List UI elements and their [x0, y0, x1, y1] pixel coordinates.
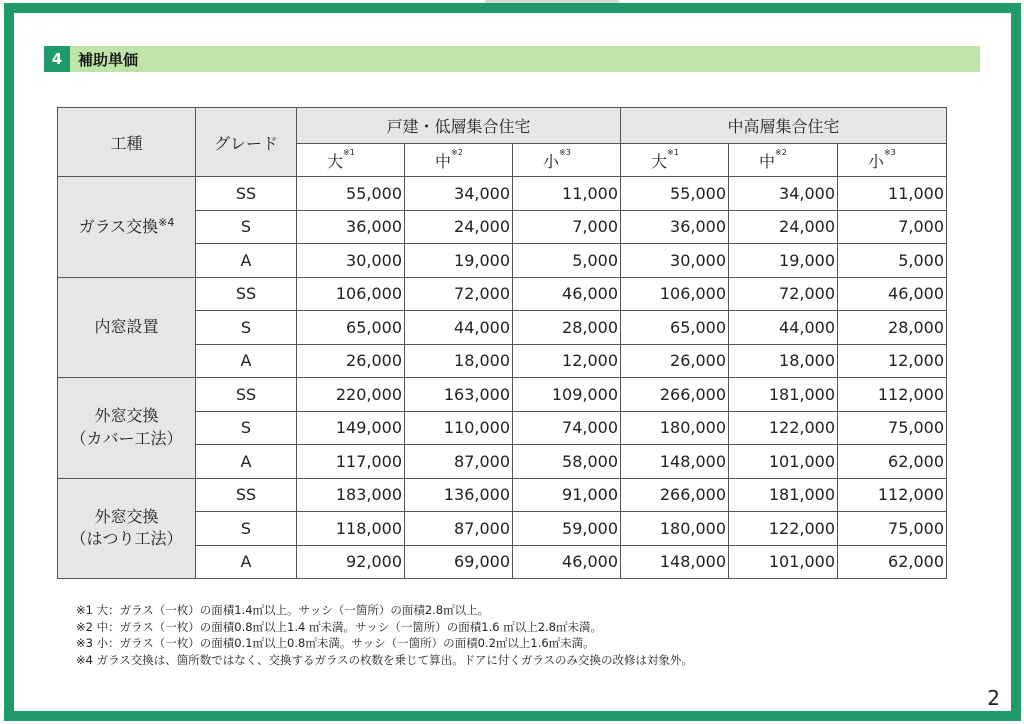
footnote-2: ※2 中：ガラス（一枚）の面積0.8㎡以上1.4 ㎡未満。サッシ（一箇所）の面積1.6 ㎡以上2.8㎡未満。: [76, 619, 602, 634]
price-cell: 109,000: [513, 378, 621, 412]
price-cell: 19,000: [729, 244, 838, 278]
price-cell: 149,000: [297, 411, 405, 445]
footnote-4: ※4 ガラス交換は、箇所数ではなく、交換するガラスの枚数を乗じて算出。ドアに付くガラスのみ交換の改修は対象外。: [76, 652, 693, 667]
size-header: [513, 144, 621, 177]
table-row: [58, 277, 947, 311]
price-cell: 26,000: [297, 344, 405, 378]
category-name: ガラス交換: [78, 216, 159, 236]
size-label: 大: [327, 151, 344, 171]
price-cell: 55,000: [621, 177, 729, 211]
column-header-grade: グレード: [196, 108, 297, 177]
price-cell: 110,000: [405, 411, 513, 445]
price-cell: 44,000: [405, 311, 513, 345]
size-header: [297, 144, 405, 177]
price-cell: 34,000: [405, 177, 513, 211]
grade-cell: A: [196, 344, 297, 378]
price-cell: 181,000: [729, 378, 838, 412]
price-cell: 58,000: [513, 445, 621, 479]
price-cell: 112,000: [838, 478, 947, 512]
price-cell: 36,000: [297, 210, 405, 244]
size-note: ※3: [884, 147, 896, 157]
table-row: [58, 478, 947, 512]
price-cell: 101,000: [729, 445, 838, 479]
price-cell: 118,000: [297, 512, 405, 546]
price-cell: 18,000: [405, 344, 513, 378]
category-line1: [58, 405, 195, 427]
category-method: （はつり工法）: [70, 529, 183, 549]
section-number: 4: [44, 46, 70, 72]
price-cell: 183,000: [297, 478, 405, 512]
section-header: [44, 46, 980, 72]
price-cell: 72,000: [729, 277, 838, 311]
price-cell: 65,000: [621, 311, 729, 345]
grade-cell: A: [196, 244, 297, 278]
grade-cell: SS: [196, 277, 297, 311]
price-cell: 46,000: [838, 277, 947, 311]
size-label: 大: [651, 151, 668, 171]
grade-cell: A: [196, 445, 297, 479]
category-note: ※4: [158, 215, 175, 229]
group-header-high-rise: 中高層集合住宅: [621, 108, 947, 144]
price-cell: 24,000: [729, 210, 838, 244]
group-header-low-rise: 戸建・低層集合住宅: [297, 108, 621, 144]
price-cell: 75,000: [838, 512, 947, 546]
footnote-1: ※1 大：ガラス（一枚）の面積1.4㎡以上。サッシ（一箇所）の面積2.8㎡以上。: [76, 603, 490, 617]
price-cell: 19,000: [405, 244, 513, 278]
size-note: ※1: [343, 147, 355, 157]
price-cell: 24,000: [405, 210, 513, 244]
price-cell: 55,000: [297, 177, 405, 211]
size-label: 小: [868, 151, 885, 171]
grade-cell: SS: [196, 378, 297, 412]
price-cell: 148,000: [621, 445, 729, 479]
price-cell: 5,000: [513, 244, 621, 278]
price-cell: 117,000: [297, 445, 405, 479]
table-row: [58, 177, 947, 211]
price-cell: 28,000: [513, 311, 621, 345]
price-cell: 28,000: [838, 311, 947, 345]
price-cell: 163,000: [405, 378, 513, 412]
price-cell: 112,000: [838, 378, 947, 412]
category-line1: [58, 316, 195, 338]
size-header: [405, 144, 513, 177]
price-cell: 18,000: [729, 344, 838, 378]
category-line1: [58, 506, 195, 528]
price-cell: 7,000: [838, 210, 947, 244]
category-name: 外窓交換: [94, 406, 159, 426]
size-label: 中: [435, 151, 452, 171]
price-cell: 62,000: [838, 545, 947, 579]
grade-cell: A: [196, 545, 297, 579]
price-cell: 106,000: [621, 277, 729, 311]
price-cell: 148,000: [621, 545, 729, 579]
grade-cell: SS: [196, 177, 297, 211]
footnotes: [76, 602, 693, 668]
price-cell: 106,000: [297, 277, 405, 311]
price-cell: 30,000: [621, 244, 729, 278]
grade-cell: S: [196, 210, 297, 244]
price-cell: 87,000: [405, 445, 513, 479]
column-header-work: 工種: [58, 108, 196, 177]
price-cell: 180,000: [621, 512, 729, 546]
size-label: 中: [759, 151, 776, 171]
price-cell: 136,000: [405, 478, 513, 512]
grade-cell: SS: [196, 478, 297, 512]
price-cell: 220,000: [297, 378, 405, 412]
grade-cell: S: [196, 311, 297, 345]
price-cell: 12,000: [838, 344, 947, 378]
header-row: [58, 108, 947, 144]
price-cell: 44,000: [729, 311, 838, 345]
size-header: [621, 144, 729, 177]
size-note: ※2: [775, 147, 787, 157]
category-name: 外窓交換: [94, 506, 159, 526]
price-cell: 180,000: [621, 411, 729, 445]
price-cell: 72,000: [405, 277, 513, 311]
price-cell: 74,000: [513, 411, 621, 445]
grade-cell: S: [196, 512, 297, 546]
page-number: 2: [987, 686, 1000, 710]
section-title: 補助単価: [78, 50, 139, 69]
size-note: ※1: [667, 147, 679, 157]
price-cell: 7,000: [513, 210, 621, 244]
price-cell: 92,000: [297, 545, 405, 579]
price-cell: 75,000: [838, 411, 947, 445]
size-header: [838, 144, 947, 177]
category-line1: [58, 216, 195, 238]
price-cell: 87,000: [405, 512, 513, 546]
price-cell: 46,000: [513, 277, 621, 311]
price-cell: 34,000: [729, 177, 838, 211]
table-row: [58, 378, 947, 412]
price-cell: 30,000: [297, 244, 405, 278]
price-cell: 59,000: [513, 512, 621, 546]
footnote-3: ※3 小：ガラス（一枚）の面積0.1㎡以上0.8㎡未満。サッシ（一箇所）の面積0.2㎡以上1.6㎡未満。: [76, 636, 595, 650]
price-cell: 122,000: [729, 512, 838, 546]
price-cell: 266,000: [621, 378, 729, 412]
size-header: [729, 144, 838, 177]
size-note: ※3: [559, 147, 571, 157]
category-method: （カバー工法）: [70, 428, 183, 448]
price-cell: 11,000: [838, 177, 947, 211]
category-cell: [58, 177, 196, 278]
category-cell: [58, 478, 196, 579]
category-name: 内窓設置: [94, 317, 159, 337]
price-cell: 46,000: [513, 545, 621, 579]
price-cell: 69,000: [405, 545, 513, 579]
price-cell: 12,000: [513, 344, 621, 378]
size-note: ※2: [451, 147, 463, 157]
category-cell: [58, 378, 196, 479]
price-cell: 62,000: [838, 445, 947, 479]
price-cell: 266,000: [621, 478, 729, 512]
price-cell: 91,000: [513, 478, 621, 512]
category-cell: [58, 277, 196, 378]
subsidy-price-table: [57, 107, 947, 579]
grade-cell: S: [196, 411, 297, 445]
price-cell: 181,000: [729, 478, 838, 512]
price-cell: 36,000: [621, 210, 729, 244]
price-cell: 65,000: [297, 311, 405, 345]
price-cell: 26,000: [621, 344, 729, 378]
price-cell: 101,000: [729, 545, 838, 579]
price-cell: 11,000: [513, 177, 621, 211]
size-label: 小: [543, 151, 560, 171]
price-cell: 122,000: [729, 411, 838, 445]
price-cell: 5,000: [838, 244, 947, 278]
